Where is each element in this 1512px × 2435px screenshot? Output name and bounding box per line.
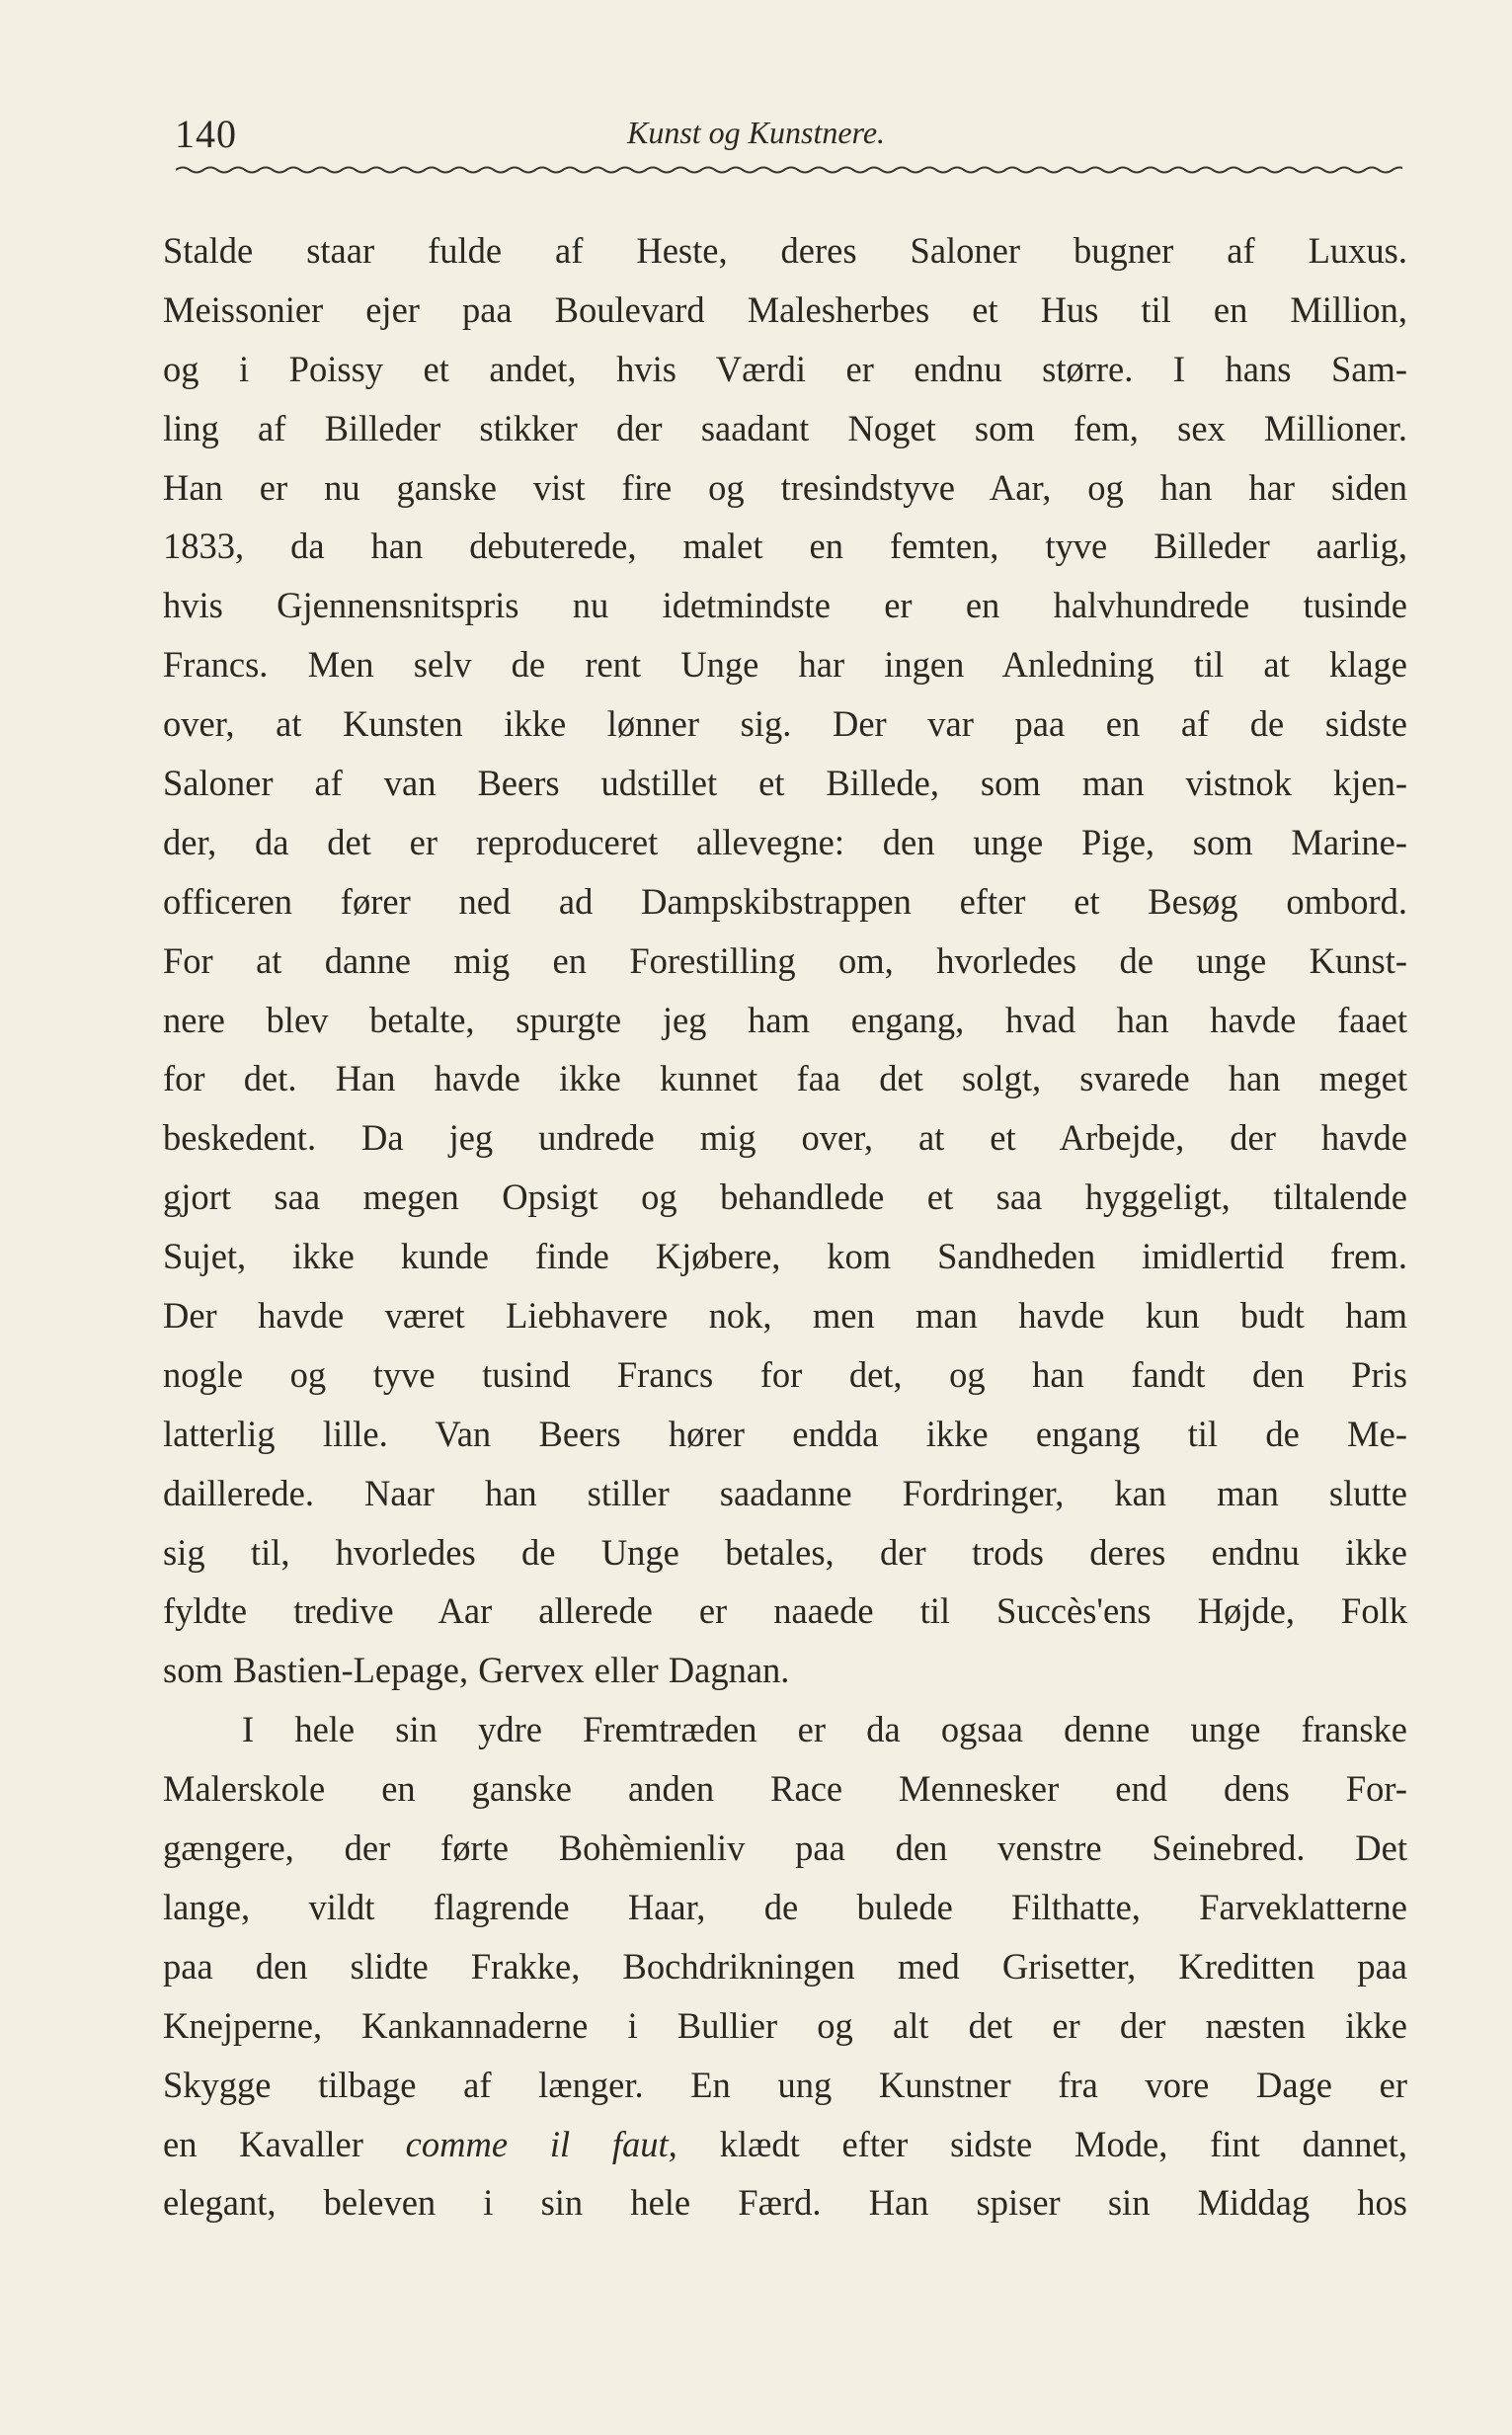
text-line: Francs. Men selv de rent Unge har ingen Anledning til at klage [163, 644, 1407, 686]
text-line: Han er nu ganske vist fire og tresindstyve Aar, og han har siden [163, 466, 1407, 508]
text-line: elegant, beleven i sin hele Færd. Han spiser sin Middag hos [163, 2182, 1407, 2224]
text-line: Der havde været Liebhavere nok, men man havde kun budt ham [163, 1295, 1407, 1337]
page-number: 140 [175, 112, 237, 156]
paragraph-start-line: I hele sin ydre Fremtræden er da ogsaa denne unge franske [242, 1709, 1407, 1750]
text-line: og i Poissy et andet, hvis Værdi er endnu større. I hans Sam- [163, 348, 1407, 389]
text-line: officeren fører ned ad Dampskibstrappen efter et Besøg ombord. [163, 880, 1407, 922]
wavy-rule-ornament [176, 160, 1402, 180]
text-line: Knejperne, Kankannaderne i Bullier og alt det er der næsten ikke [163, 2004, 1407, 2046]
text-line: 1833, da han debuterede, malet en femten, tyve Billeder aarlig, [163, 526, 1407, 567]
text-line: Stalde staar fulde af Heste, deres Saloner bugner af Luxus. [163, 230, 1407, 271]
text-fragment: en Kavaller [163, 2123, 406, 2164]
text-line: ling af Billeder stikker der saadant Noget som fem, sex Millioner. [163, 407, 1407, 448]
text-line: hvis Gjennensnitspris nu idetmindste er en halvhundrede tusinde [163, 585, 1407, 626]
text-line: sig til, hvorledes de Unge betales, der trods deres endnu ikke [163, 1531, 1407, 1573]
text-line-with-italic [163, 2115, 1407, 2174]
body-text [163, 221, 1407, 2232]
text-line: Skygge tilbage af længer. En ung Kunstner fra vore Dage er [163, 2064, 1407, 2105]
text-line: lange, vildt flagrende Haar, de bulede Filthatte, Farveklatterne [163, 1886, 1407, 1927]
text-line: Sujet, ikke kunde finde Kjøbere, kom Sandheden imidlertid frem. [163, 1236, 1407, 1277]
italic-phrase: comme il faut, [405, 2123, 677, 2164]
text-line: Meissonier ejer paa Boulevard Malesherbes et Hus til en Million, [163, 288, 1407, 330]
text-line: paa den slidte Frakke, Bochdrikningen med Grisetter, Kreditten paa [163, 1945, 1407, 1987]
text-line: over, at Kunsten ikke lønner sig. Der var paa en af de sidste [163, 703, 1407, 745]
text-line: gængere, der førte Bohèmienliv paa den venstre Seinebred. Det [163, 1827, 1407, 1869]
text-line: fyldte tredive Aar allerede er naaede til Succès'ens Højde, Folk [163, 1590, 1407, 1632]
text-line: der, da det er reproduceret allevegne: den unge Pige, som Marine- [163, 821, 1407, 862]
text-line: Saloner af van Beers udstillet et Billede, som man vistnok kjen- [163, 763, 1407, 804]
text-line: nere blev betalte, spurgte jeg ham engang, hvad han havde faaet [163, 999, 1407, 1040]
text-line: for det. Han havde ikke kunnet faa det solgt, svarede han meget [163, 1058, 1407, 1099]
text-line: Malerskole en ganske anden Race Mennesker end dens For- [163, 1768, 1407, 1810]
text-line: For at danne mig en Forestilling om, hvorledes de unge Kunst- [163, 939, 1407, 981]
text-line: nogle og tyve tusind Francs for det, og han fandt den Pris [163, 1353, 1407, 1395]
running-title: Kunst og Kunstnere. [626, 115, 886, 150]
paragraph-end-line: som Bastien-Lepage, Gervex eller Dagnan. [163, 1650, 790, 1691]
text-line: gjort saa megen Opsigt og behandlede et saa hyggeligt, tiltalende [163, 1177, 1407, 1218]
text-line: beskedent. Da jeg undrede mig over, at et Arbejde, der havde [163, 1117, 1407, 1159]
text-line: daillerede. Naar han stiller saadanne Fordringer, kan man slutte [163, 1472, 1407, 1513]
text-fragment: klædt efter sidste Mode, fint dannet, [676, 2123, 1407, 2164]
text-line: latterlig lille. Van Beers hører endda ikke engang til de Me- [163, 1413, 1407, 1454]
